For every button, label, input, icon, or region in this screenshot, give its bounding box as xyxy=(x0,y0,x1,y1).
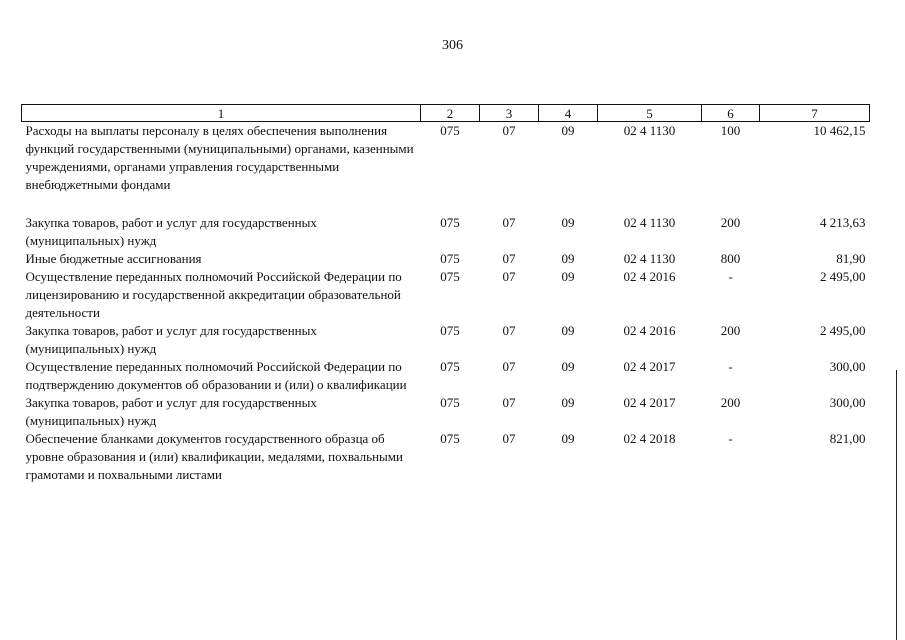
row-code-4: 09 xyxy=(561,323,575,338)
header-col-1: 1 xyxy=(22,105,421,122)
row-code-3: 07 xyxy=(502,251,516,266)
row-code-5: 02 4 2018 xyxy=(623,431,676,446)
row-code-2: 075 xyxy=(440,269,460,284)
row-code-5: 02 4 1130 xyxy=(623,123,676,138)
row-amount: 2 495,00 xyxy=(820,269,866,284)
row-amount: 2 495,00 xyxy=(820,323,866,338)
row-code-4: 09 xyxy=(561,359,575,374)
row-code-6: - xyxy=(728,269,733,284)
row-code-6: 200 xyxy=(720,395,741,410)
row-code-3: 07 xyxy=(502,269,516,284)
header-col-3: 3 xyxy=(480,105,539,122)
row-name: Закупка товаров, работ и услуг для государственных (муниципальных) нужд xyxy=(25,323,317,356)
row-amount: 300,00 xyxy=(829,359,866,374)
row-code-2: 075 xyxy=(440,359,460,374)
row-code-4: 09 xyxy=(561,431,575,446)
row-name: Закупка товаров, работ и услуг для государственных (муниципальных) нужд xyxy=(25,395,317,428)
table-row xyxy=(22,122,870,215)
row-code-5: 02 4 2017 xyxy=(623,359,676,374)
row-code-5: 02 4 2017 xyxy=(623,395,676,410)
row-name: Иные бюджетные ассигнования xyxy=(25,251,202,266)
budget-table xyxy=(21,104,870,484)
row-code-4: 09 xyxy=(561,269,575,284)
header-col-6: 6 xyxy=(702,105,760,122)
header-col-2: 2 xyxy=(421,105,480,122)
table-row xyxy=(22,394,870,430)
page-number: 306 xyxy=(442,38,463,53)
row-name: Осуществление переданных полномочий Российской Федерации по подтверждению документов об образовании и (или) о квалификации xyxy=(25,359,407,392)
table-row xyxy=(22,214,870,250)
row-code-6: 100 xyxy=(720,123,741,138)
header-col-7: 7 xyxy=(760,105,870,122)
table-row xyxy=(22,268,870,322)
row-name: Расходы на выплаты персоналу в целях обеспечения выполнения функций государственными (муниципальными) органами, казенными учреждениями, органами управления государственными внебюджетными фондами xyxy=(25,123,414,192)
row-code-4: 09 xyxy=(561,251,575,266)
header-col-5: 5 xyxy=(598,105,702,122)
row-code-2: 075 xyxy=(440,123,460,138)
row-code-2: 075 xyxy=(440,251,460,266)
row-code-3: 07 xyxy=(502,395,516,410)
row-code-6: 200 xyxy=(720,323,741,338)
row-code-5: 02 4 2016 xyxy=(623,269,676,284)
row-code-2: 075 xyxy=(440,323,460,338)
row-code-4: 09 xyxy=(561,123,575,138)
row-amount: 4 213,63 xyxy=(820,215,866,230)
row-code-5: 02 4 1130 xyxy=(623,215,676,230)
row-amount: 81,90 xyxy=(836,251,866,266)
table-row xyxy=(22,322,870,358)
row-code-6: 200 xyxy=(720,215,741,230)
header-col-4: 4 xyxy=(539,105,598,122)
table-row xyxy=(22,430,870,484)
header-row xyxy=(22,105,870,122)
row-code-3: 07 xyxy=(502,359,516,374)
row-code-2: 075 xyxy=(440,395,460,410)
row-amount: 300,00 xyxy=(829,395,866,410)
row-code-6: 800 xyxy=(720,251,741,266)
row-name: Обеспечение бланками документов государственного образца об уровне образования и (или) квалификации, медалями, похвальными грамотами и похвальными листами xyxy=(25,431,403,482)
scan-edge-line xyxy=(896,370,897,640)
row-code-2: 075 xyxy=(440,215,460,230)
row-code-3: 07 xyxy=(502,431,516,446)
row-code-3: 07 xyxy=(502,123,516,138)
row-code-6: - xyxy=(728,359,733,374)
row-name: Закупка товаров, работ и услуг для государственных (муниципальных) нужд xyxy=(25,215,317,248)
row-amount: 10 462,15 xyxy=(813,123,866,138)
table-row xyxy=(22,250,870,268)
table-row xyxy=(22,358,870,394)
row-code-4: 09 xyxy=(561,395,575,410)
row-code-6: - xyxy=(728,431,733,446)
row-code-2: 075 xyxy=(440,431,460,446)
row-code-3: 07 xyxy=(502,323,516,338)
row-code-3: 07 xyxy=(502,215,516,230)
row-code-5: 02 4 1130 xyxy=(623,251,676,266)
row-code-5: 02 4 2016 xyxy=(623,323,676,338)
row-amount: 821,00 xyxy=(829,431,866,446)
row-code-4: 09 xyxy=(561,215,575,230)
row-name: Осуществление переданных полномочий Российской Федерации по лицензированию и государственной аккредитации образовательной деятельности xyxy=(25,269,402,320)
